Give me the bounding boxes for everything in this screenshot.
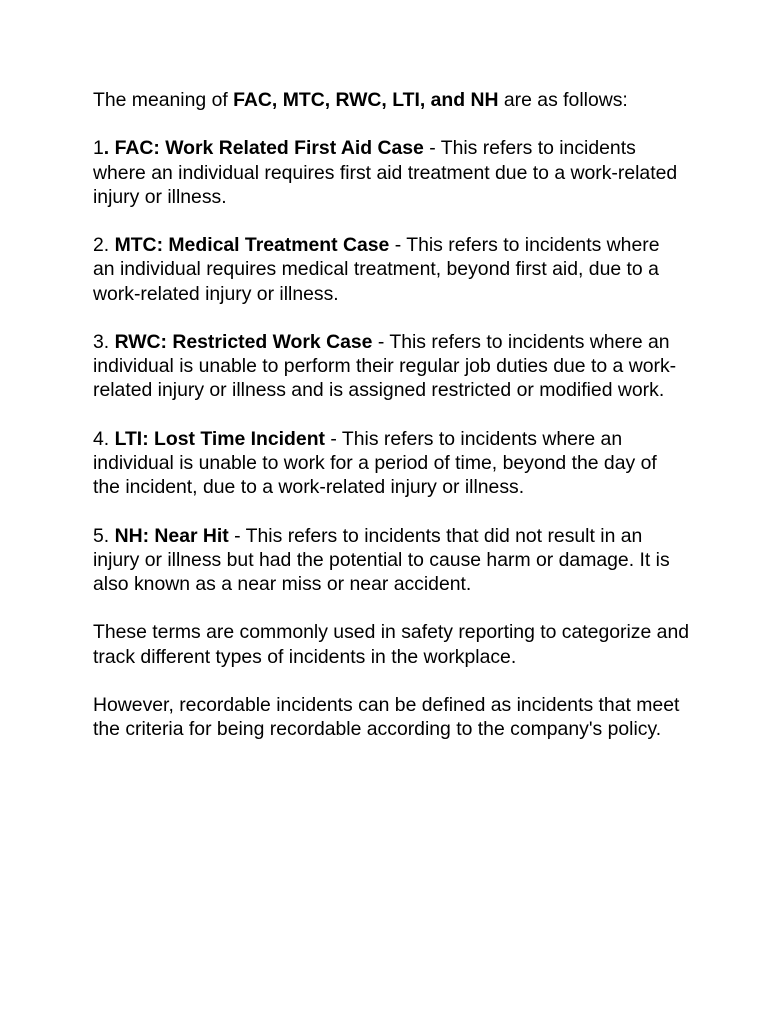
item-description: This refers to incidents where an individual is unable to work for a period of time, beyond the day of the incident, due to a work-related injury or illness. — [93, 427, 657, 499]
intro-prefix: The meaning of — [93, 89, 234, 111]
intro-suffix: are as follows: — [498, 89, 628, 111]
definition-item-fac — [93, 136, 683, 209]
definition-item-mtc — [93, 233, 683, 306]
definition-item-nh — [93, 524, 683, 597]
item-number: 1 — [93, 137, 104, 160]
item-number: 3. — [93, 330, 110, 353]
item-separator: - — [389, 234, 407, 257]
item-term: NH: Near Hit — [114, 524, 229, 547]
document-body — [93, 88, 693, 766]
item-number: 2. — [93, 234, 110, 257]
closing-paragraph-recordable: However, recordable incidents can be defined as incidents that meet the criteria for being recordable according to the company's policy. — [93, 693, 680, 741]
item-term: MTC: Medical Treatment Case — [114, 234, 390, 257]
item-separator: - — [228, 524, 246, 547]
item-description: This refers to incidents that did not result in an injury or illness but had the potential to cause harm or damage. It is also known as a near miss or near accident. — [93, 524, 670, 595]
definition-item-rwc — [93, 330, 683, 403]
intro-terms: FAC, MTC, RWC, LTI, and NH — [233, 89, 499, 111]
definition-item-lti — [93, 427, 683, 500]
item-description: This refers to incidents where an individual requires medical treatment, beyond first aid, due to a work-related injury or illness. — [93, 234, 660, 305]
item-term: LTI: Lost Time Incident — [114, 427, 325, 450]
item-separator: - — [325, 427, 342, 450]
intro-paragraph — [93, 88, 693, 112]
item-separator: - — [423, 137, 441, 160]
closing-paragraph-usage: These terms are commonly used in safety reporting to categorize and track different types of incidents in the workplace. — [93, 621, 690, 668]
item-number: 5. — [93, 524, 110, 547]
item-number-suffix: . — [103, 137, 115, 160]
item-separator: - — [372, 330, 390, 353]
item-description: This refers to incidents where an individual is unable to perform their regular job duties due to a work-related injury or illness and is assigned restricted or modified work. — [93, 330, 677, 402]
item-number: 4. — [93, 427, 110, 450]
item-term: RWC: Restricted Work Case — [114, 330, 373, 353]
item-term: FAC: Work Related First Aid Case — [114, 137, 424, 160]
item-description: This refers to incidents where an individual requires first aid treatment due to a work-related injury or illness. — [93, 137, 678, 208]
